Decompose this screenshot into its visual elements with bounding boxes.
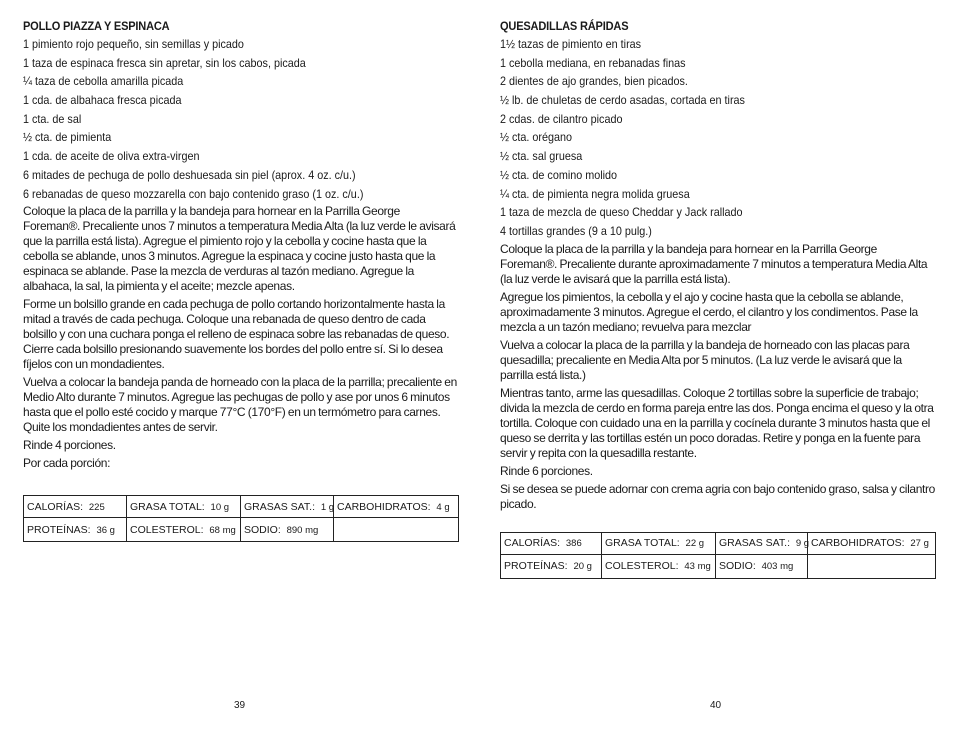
protein-cell: PROTEÍNAS: 36 g bbox=[24, 518, 127, 542]
ingredient-item: 1 cta. de sal bbox=[23, 111, 82, 126]
instruction-paragraph: Mientras tanto, arme las quesadillas. Coloque 2 tortillas sobre la superficie de trabajo; divida la mezcla de cerdo en forma pareja entre las dos. Ponga encima el queso y la otra tortilla. Coloque con cuidado una en la parrilla y cocínela durante 3 minutos hasta que el queso se derrita y las tortillas estén un poco doradas. Retire y ponga en la fuente para servir y repita con la quesadilla restante. bbox=[500, 385, 934, 460]
empty-cell bbox=[808, 554, 936, 578]
ingredient-item: ½ cta. de comino molido bbox=[500, 167, 618, 182]
instructions bbox=[23, 204, 459, 471]
instruction-paragraph: Vuelva a colocar la bandeja panda de horneado con la placa de la parrilla; precaliente en Medio Alto durante 7 minutos. Agregue las pechugas de pollo y ase por unos 6 minutos hasta que el pollo esté cocido y marque 77°C (170°F) en un termómetro para carnes. Quite los mondadientes antes de servir. bbox=[23, 375, 457, 435]
calories-cell: CALORÍAS: 386 bbox=[501, 532, 602, 554]
ingredient-item: ¼ cta. de pimienta negra molida gruesa bbox=[500, 186, 690, 201]
protein-cell: PROTEÍNAS: 20 g bbox=[501, 554, 602, 578]
ingredient-item: ½ lb. de chuletas de cerdo asadas, cortada en tiras bbox=[500, 93, 745, 108]
nutrition-table bbox=[23, 495, 459, 542]
sodium-cell: SODIO: 403 mg bbox=[716, 554, 808, 578]
servings-text: Rinde 4 porciones. bbox=[23, 438, 116, 453]
ingredient-item: 6 rebanadas de queso mozzarella con bajo contenido graso (1 oz. c/u.) bbox=[23, 186, 364, 201]
ingredient-item: 1½ tazas de pimiento en tiras bbox=[500, 37, 642, 51]
total-fat-cell: GRASA TOTAL: 22 g bbox=[602, 532, 716, 554]
ingredient-item: 1 taza de mezcla de queso Cheddar y Jack rallado bbox=[500, 205, 743, 220]
ingredient-item: 1 pimiento rojo pequeño, sin semillas y picado bbox=[23, 37, 244, 51]
right-page bbox=[500, 18, 936, 579]
recipe-title: QUESADILLAS RÁPIDAS bbox=[500, 19, 629, 33]
ingredient-item: ½ cta. sal gruesa bbox=[500, 149, 583, 164]
ingredient-item: 2 cdas. de cilantro picado bbox=[500, 111, 623, 126]
ingredient-item: 6 mitades de pechuga de pollo deshuesada sin piel (aprox. 4 oz. c/u.) bbox=[23, 167, 356, 182]
nutrition-row bbox=[501, 554, 936, 578]
per-serving-text: Por cada porción: bbox=[23, 456, 111, 471]
saturated-fat-cell: GRASAS SAT.: 9 g bbox=[716, 532, 808, 554]
nutrition-table bbox=[500, 532, 936, 579]
ingredient-item: 1 taza de espinaca fresca sin apretar, sin los cabos, picada bbox=[23, 55, 306, 70]
ingredient-item: 1 cda. de aceite de oliva extra-virgen bbox=[23, 149, 200, 164]
instruction-paragraph: Agregue los pimientos, la cebolla y el ajo y cocine hasta que la cebolla se ablande, aproximadamente 3 minutos. Agregue el cerdo, el cilantro y los condimentos. Pase la mezcla a un tazón mediano; revuelva para mezclar bbox=[500, 289, 918, 334]
ingredient-list bbox=[23, 36, 459, 202]
total-fat-cell: GRASA TOTAL: 10 g bbox=[127, 496, 241, 518]
cholesterol-cell: COLESTEROL: 68 mg bbox=[127, 518, 241, 542]
sodium-cell: SODIO: 890 mg bbox=[241, 518, 334, 542]
carbohydrates-cell: CARBOHIDRATOS: 27 g bbox=[808, 532, 936, 554]
ingredient-item: ½ cta. orégano bbox=[500, 130, 573, 145]
cholesterol-cell: COLESTEROL: 43 mg bbox=[602, 554, 716, 578]
garnish-text: Si se desea se puede adornar con crema agria con bajo contenido graso, salsa y cilantro picado. bbox=[500, 481, 936, 511]
ingredient-item: 2 dientes de ajo grandes, bien picados. bbox=[500, 74, 688, 89]
nutrition-row bbox=[501, 532, 936, 554]
instruction-paragraph: Coloque la placa de la parrilla y la bandeja para hornear en la Parrilla George Foreman®. Precaliente unos 7 minutos a temperatura Media Alta (la luz verde le avisará que la parrilla está lista). Agregue el pimiento rojo y la cebolla y cocine hasta que la cebolla se ablande, unos 3 minutos. Agregue la espinaca y cocine justo hasta que la espinaca se ablande. Pase la mezcla de verduras al tazón mediano. Agregue la albahaca, la sal, la pimienta y el aceite; mezcle apenas. bbox=[23, 204, 456, 294]
instruction-paragraph: Vuelva a colocar la placa de la parrilla y la bandeja de horneado con las placas para quesadilla; precaliente en Media Alta por 5 minutos. (La luz verde le avisará que la parrilla está lista.) bbox=[500, 337, 910, 382]
saturated-fat-cell: GRASAS SAT.: 1 g bbox=[241, 496, 334, 518]
ingredient-item: 1 cda. de albahaca fresca picada bbox=[23, 93, 182, 108]
carbohydrates-cell: CARBOHIDRATOS: 4 g bbox=[334, 496, 459, 518]
ingredient-item: ¼ taza de cebolla amarilla picada bbox=[23, 74, 184, 89]
ingredient-item: ½ cta. de pimienta bbox=[23, 130, 112, 145]
recipe-title: POLLO PIAZZA Y ESPINACA bbox=[23, 19, 170, 33]
page-number: 39 bbox=[234, 700, 246, 711]
ingredient-list bbox=[500, 36, 936, 239]
calories-cell: CALORÍAS: 225 bbox=[24, 496, 127, 518]
page-number: 40 bbox=[710, 700, 722, 711]
ingredient-item: 4 tortillas grandes (9 a 10 pulg.) bbox=[500, 223, 652, 238]
ingredient-item: 1 cebolla mediana, en rebanadas finas bbox=[500, 55, 686, 70]
instruction-paragraph: Forme un bolsillo grande en cada pechuga de pollo cortando horizontalmente hasta la mitad a través de cada pechuga. Coloque una rebanada de queso dentro de cada bolsillo y con una cuchara ponga el relleno de espinaca sobre las rebanadas de queso. Cierre cada bolsillo presionando suavemente los bordes del pollo entre sí. Si lo desea fíjelos con un mondadientes. bbox=[23, 297, 450, 372]
servings-text: Rinde 6 porciones. bbox=[500, 463, 593, 478]
left-page bbox=[23, 18, 459, 542]
instructions bbox=[500, 242, 936, 512]
nutrition-row bbox=[24, 496, 459, 518]
empty-cell bbox=[334, 518, 459, 542]
instruction-paragraph: Coloque la placa de la parrilla y la bandeja para hornear en la Parrilla George Foreman®. Precaliente durante aproximadamente 7 minutos a temperatura Media Alta (la luz verde le avisará que la parrilla está lista). bbox=[500, 241, 928, 286]
nutrition-row bbox=[24, 518, 459, 542]
